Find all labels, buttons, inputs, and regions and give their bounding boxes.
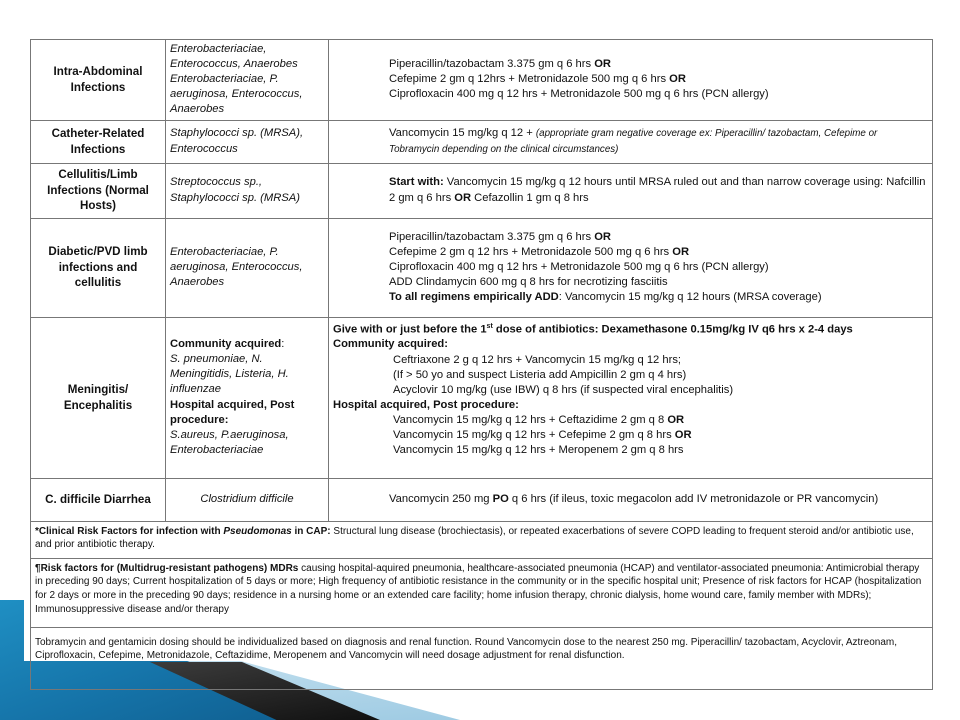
- condition-cell: Catheter-Related Infections: [31, 120, 166, 163]
- table-row: [31, 317, 933, 478]
- treatment-line: Vancomycin 15 mg/kg q 12 hrs + Cefepime 2 gm q 8 hrs OR: [393, 429, 692, 442]
- table-row: [31, 521, 933, 558]
- section-label: Community acquired:: [333, 338, 448, 351]
- table-row: [31, 163, 933, 218]
- condition-cell: Cellulitis/Limb Infections (Normal Hosts): [31, 163, 166, 218]
- treatment-line: Vancomycin 15 mg/kg q 12 hrs + Meropenem 2 gm q 8 hrs: [393, 444, 684, 457]
- treatment-line: Cefepime 2 gm q 12hrs + Metronidazole 500 mg q 6 hrs OR: [389, 73, 686, 86]
- start-label: Start with:: [389, 176, 444, 189]
- treatment-line: Ciprofloxacin 400 mg q 12 hrs + Metronidazole 500 mg q 6 hrs (PCN allergy): [389, 260, 769, 273]
- table-row: [31, 558, 933, 627]
- treatment-line: To all regimens empirically ADD: Vancomycin 15 mg/kg q 12 hours (MRSA coverage): [389, 291, 822, 304]
- treatment-line: Piperacillin/tazobactam 3.375 gm q 6 hrs OR: [389, 230, 611, 243]
- document-page: [24, 39, 936, 661]
- organism-text: S.aureus, P.aeruginosa, Enterobacteriaciae: [170, 428, 289, 456]
- treatment-line: Piperacillin/tazobactam 3.375 gm q 6 hrs OR: [389, 58, 611, 71]
- treatment-line: (If > 50 yo and suspect Listeria add Ampicillin 2 gm q 4 hrs): [393, 368, 687, 381]
- organism-cell: Staphylococci sp. (MRSA), Enterococcus: [166, 120, 329, 163]
- dexamethasone-line: Give with or just before the 1st dose of antibiotics: Dexamethasone 0.15mg/kg IV q6 hrs x 2-4 days: [333, 322, 853, 336]
- treatment-cell: Start with: Vancomycin 15 mg/kg q 12 hours until MRSA ruled out and than narrow coverage using: Nafcillin 2 gm q 6 hrs OR Cefazollin 1 gm q 8 hrs: [329, 163, 933, 218]
- organism-text: S. pneumoniae, N. Meningitidis, Listeria, H. influenzae: [170, 353, 289, 396]
- treatment-cell: [329, 120, 933, 163]
- organism-text: Enterobacteriaciae, Enterococcus, Anaerobes: [170, 43, 298, 71]
- organism-cell: Community acquired: S. pneumoniae, N. Meningitidis, Listeria, H. influenzae Hospital acquired, Post procedure: S.aureus, P.aeruginosa, Enterobacteriaciae: [166, 317, 329, 478]
- dosing-note: Tobramycin and gentamicin dosing should be individualized based on diagnosis and renal function. Round Vancomycin dose to the nearest 250 mg. Piperacillin/ tazobactam, Acyclovir, Aztreonam, Ciprofloxacin, Cefepime, Metronidazole, Ceftazidime, Meropenem and Vancomycin will need dosage adjustment for renal disfunction.: [31, 627, 933, 689]
- pseudomonas-note: *Clinical Risk Factors for infection with Pseudomonas in CAP: Structural lung disease (brochiectasis), or repeated exacerbations of severe COPD leading to frequent steroid and/or antibiotic use, and prior antibiotic therapy.: [31, 521, 933, 558]
- table-row: [31, 627, 933, 689]
- treatment-line: ADD Clindamycin 600 mg q 8 hrs for necrotizing fasciitis: [389, 276, 668, 289]
- table-row: [31, 478, 933, 521]
- organism-cell: Streptococcus sp., Staphylococci sp. (MRSA): [166, 163, 329, 218]
- condition-cell: C. difficile Diarrhea: [31, 478, 166, 521]
- organism-text: Enterobacteriaciae, P. aeruginosa, Enterococcus, Anaerobes: [170, 73, 303, 116]
- treatment-cell: Vancomycin 250 mg PO q 6 hrs (if ileus, toxic megacolon add IV metronidazole or PR vancomycin): [329, 478, 933, 521]
- table-row: [31, 218, 933, 317]
- condition-cell: Diabetic/PVD limb infections and cellulitis: [31, 218, 166, 317]
- organism-cell: Enterobacteriaciae, P. aeruginosa, Enterococcus, Anaerobes: [166, 218, 329, 317]
- organism-cell: [166, 40, 329, 121]
- condition-cell: Meningitis/ Encephalitis: [31, 317, 166, 478]
- organism-cell: Clostridium difficile: [166, 478, 329, 521]
- condition-cell: Intra-Abdominal Infections: [31, 40, 166, 121]
- section-label: Hospital acquired, Post procedure:: [333, 398, 519, 411]
- treatment-cell: [329, 218, 933, 317]
- treatment-cell: [329, 40, 933, 121]
- treatment-line: Vancomycin 15 mg/kg q 12 hrs + Ceftazidime 2 gm q 8 OR: [393, 413, 685, 426]
- treatment-note: (appropriate gram negative coverage ex: Piperacillin/ tazobactam, Cefepime or Tobramycin depending on the clinical circumstances): [389, 128, 878, 155]
- mdr-note: ¶Risk factors for (Multidrug-resistant pathogens) MDRs causing hospital-aquired pneumonia, healthcare-associated pneumonia (HCAP) and ventilator-associated pneumonia: Antimicrobial therapy in preceding 90 days; Current hospitalization of 5 days or more; High frequency of antibiotic resistance in the community or in the specific hospital unit; Presence of risk factors for HCAP (hospitalization for 2 days or more in the preceding 90 days; residence in a nursing home or an extended care facility; home infusion therapy, chronic dialysis, home wound care, family member with MDRs); Immunosuppressive disease and/or therapy: [31, 558, 933, 627]
- table-row: [31, 40, 933, 121]
- treatment-cell: [329, 317, 933, 478]
- treatment-line: Cefepime 2 gm q 12 hrs + Metronidazole 500 mg q 6 hrs OR: [389, 245, 690, 258]
- antibiotic-guideline-table: [30, 39, 933, 690]
- table-row: [31, 120, 933, 163]
- treatment-line: Vancomycin 15 mg/kg q 12 +: [389, 127, 536, 140]
- treatment-line: Acyclovir 10 mg/kg (use IBW) q 8 hrs (if suspected viral encephalitis): [393, 383, 734, 396]
- treatment-line: Ciprofloxacin 400 mg q 12 hrs + Metronidazole 500 mg q 6 hrs (PCN allergy): [389, 88, 769, 101]
- treatment-line: Ceftriaxone 2 g q 12 hrs + Vancomycin 15 mg/kg q 12 hrs;: [393, 353, 682, 366]
